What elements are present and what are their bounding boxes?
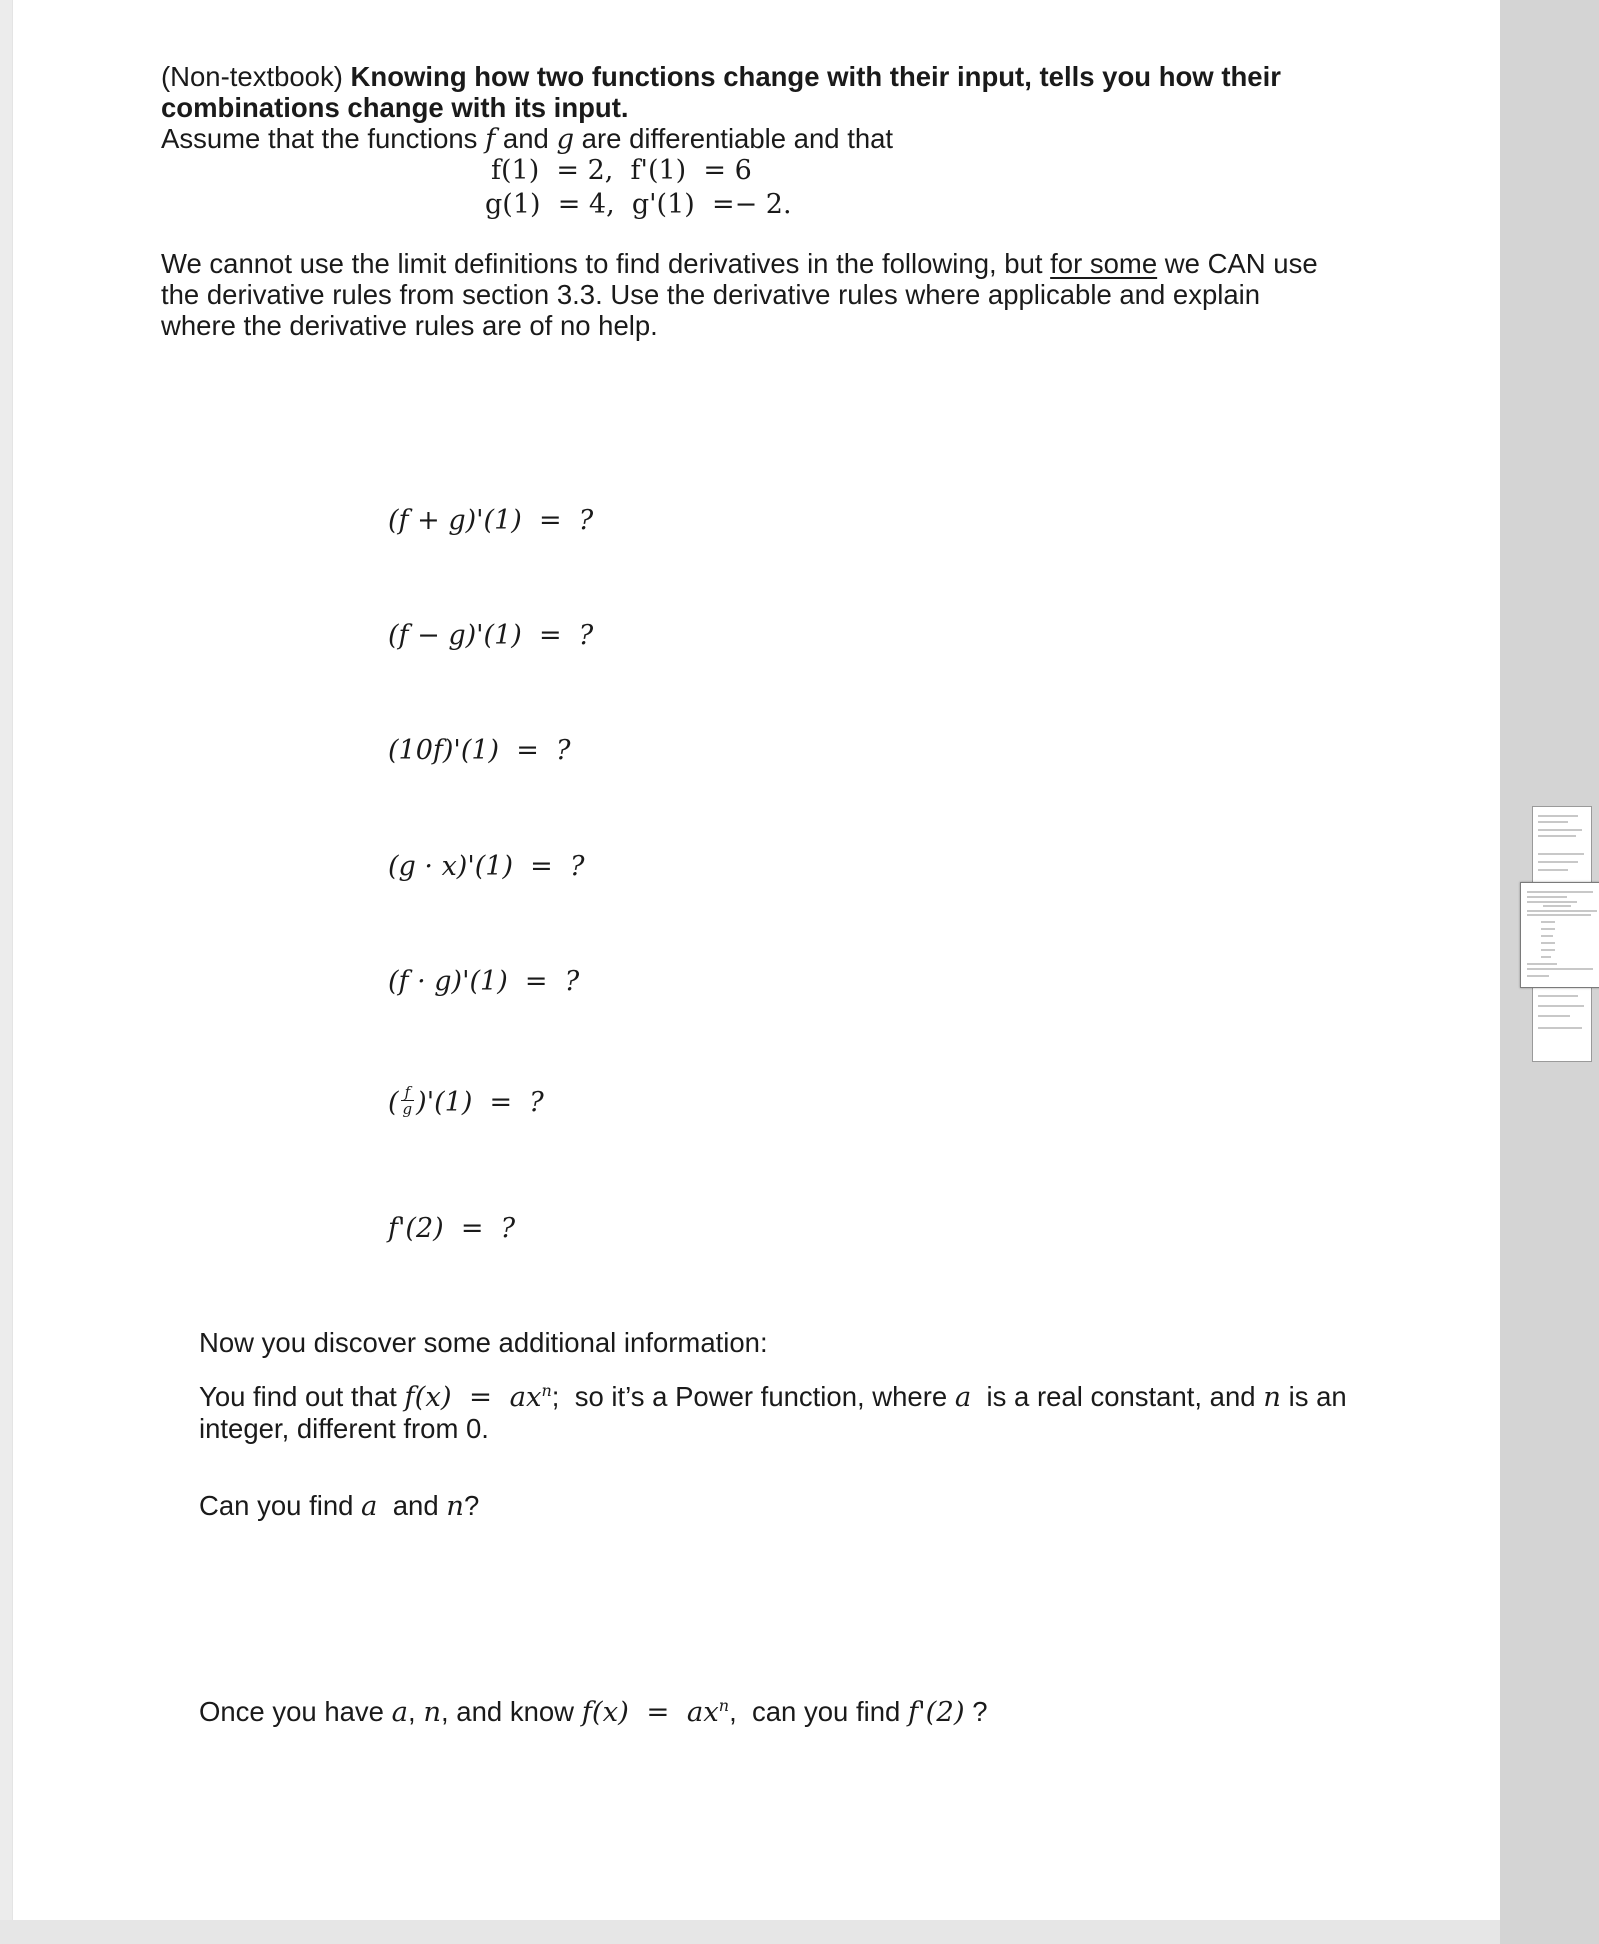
paragraph-line-1: We cannot use the limit definitions to find derivatives in the following, but for some we CAN use	[161, 248, 1318, 279]
question-difference: (f − g)'(1) = ?	[388, 620, 594, 651]
paragraph-line-2: the derivative rules from section 3.3. Use the derivative rules where applicable and explain	[161, 279, 1261, 310]
question-quotient: ( $\frac{f}{g}$ )'(1) = ?	[388, 1083, 544, 1118]
intro-bold-line-1: Knowing how two functions change with their input, tells you how their	[350, 61, 1281, 92]
assume-line: Assume that the functions f and g are differentiable and that	[161, 123, 894, 155]
page-thumbnail-sidebar	[1500, 0, 1599, 1944]
page-thumbnail-1[interactable]	[1532, 806, 1592, 888]
question-f-prime-2: f'(2) = ?	[388, 1213, 516, 1244]
once-line: Once you have a, n, and know $f(x) = ax^n$, can you find f'(2) ?	[199, 1696, 988, 1729]
paragraph-line-3: where the derivative rules are of no help.	[161, 310, 658, 341]
bottom-scroll-area	[0, 1920, 1500, 1944]
discover-line-1: Now you discover some additional information:	[199, 1327, 768, 1358]
find-a-n-line: Can you find a and n?	[199, 1490, 480, 1522]
var-g: g	[556, 123, 575, 155]
document-page	[12, 0, 1501, 1920]
question-product: (f · g)'(1) = ?	[388, 966, 580, 997]
intro-bold-line-2: combinations change with its input.	[161, 92, 629, 123]
var-f: f	[485, 123, 496, 155]
question-sum: (f + g)'(1) = ?	[388, 505, 594, 536]
question-constant-multiple: (10f)'(1) = ?	[388, 735, 571, 766]
given-g-line: g(1) = 4, g'(1) =− 2.	[485, 189, 792, 220]
underlined-for-some: for some	[1050, 248, 1158, 279]
fraction-f-over-g: $\frac{f}{g}$	[402, 1083, 413, 1118]
page-thumbnail-2-current[interactable]	[1520, 882, 1599, 988]
discover-line-3: integer, different from 0.	[199, 1413, 489, 1444]
intro-prefix: (Non-textbook)	[161, 61, 351, 92]
question-g-times-x: (g · x)'(1) = ?	[388, 851, 585, 882]
given-f-line: f(1) = 2, f'(1) = 6	[491, 155, 752, 186]
discover-line-2: You find out that $f(x) = ax^n$; so it’s a Power function, where a is a real constant, and n is an	[199, 1381, 1347, 1414]
